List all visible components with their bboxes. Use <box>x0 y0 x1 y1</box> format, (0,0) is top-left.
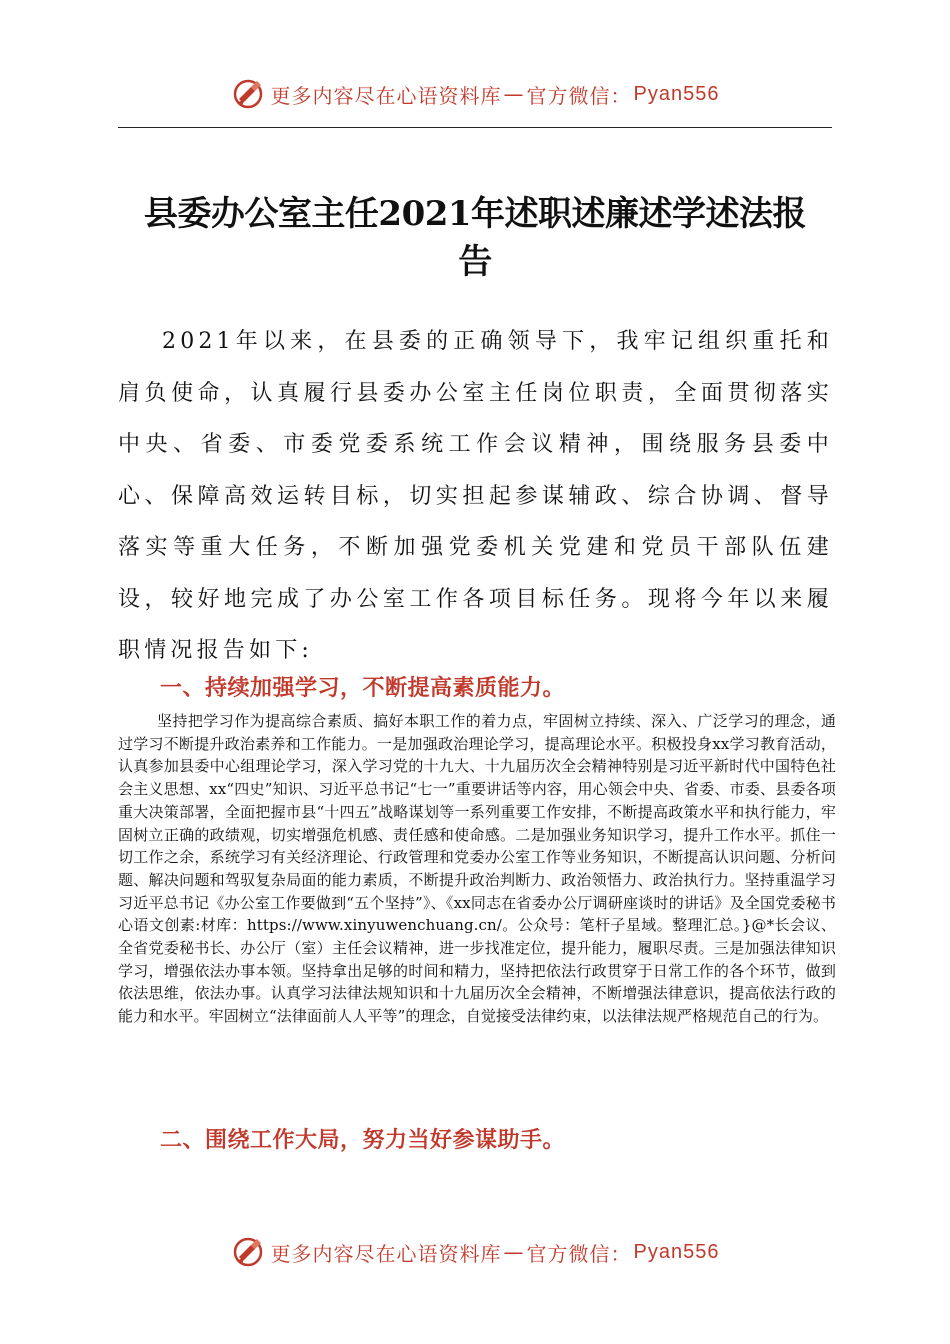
footer-wechat-id: Pyan556 <box>633 1240 720 1263</box>
document-title: 县委办公室主任2021年述职述廉述学述法报告 <box>143 194 807 282</box>
footer-separator: — <box>503 1240 525 1264</box>
intro-paragraph: 2021年以来，在县委的正确领导下，我牢记组织重托和肩负使命，认真履行县委办公室主任岗位职责，全面贯彻落实中央、省委、市委党委系统工作会议精神，围绕服务县委中心、保障高效运转目标，切实担起参谋辅政、综合协调、督导落实等重大任务，不断加强党委机关党建和党员干部队伍建设，较好地完成了办公室工作各项目标任务。现将今年以来履职情况报告如下: <box>118 329 833 663</box>
section-1-heading: 一、持续加强学习，不断提高素质能力。 <box>160 676 566 701</box>
banner-slogan: 更多内容尽在心语资料库 <box>270 83 502 108</box>
header-banner <box>0 76 950 112</box>
footer-banner <box>0 1234 950 1270</box>
header-divider <box>118 127 832 128</box>
banner-wechat-id: Pyan556 <box>633 82 720 105</box>
footer-wechat-label: 官方微信： <box>526 1241 632 1266</box>
banner-separator: — <box>503 82 525 106</box>
footer-slogan: 更多内容尽在心语资料库 <box>270 1241 502 1266</box>
brand-logo-icon <box>231 1235 265 1269</box>
banner-wechat-label: 官方微信： <box>526 83 632 108</box>
brand-logo-icon <box>231 77 265 111</box>
section-1-body: 坚持把学习作为提高综合素质、搞好本职工作的着力点，牢固树立持续、深入、广泛学习的理念，通过学习不断提升政治素养和工作能力。一是加强政治理论学习，提高理论水平。积极投身xx学习教育活动，认真参加县委中心组理论学习，深入学习党的十九大、十九届历次全会精神特别是习近平新时代中国特色社会主义思想、xx“四史”知识、习近平总书记“七一”重要讲话等内容，用心领会中央、省委、市委、县委各项重大决策部署，全面把握市县“十四五”战略谋划等一系列重要工作安排，不断提高政策水平和执行能力，牢固树立正确的政绩观，切实增强危机感、责任感和使命感。二是加强业务知识学习，提升工作水平。抓住一切工作之余，系统学习有关经济理论、行政管理和党委办公室工作等业务知识，不断提高认识问题、分析问题、解决问题和驾驭复杂局面的能力素质，不断提升政治判断力、政治领悟力、政治执行力。坚持重温学习习近平总书记《办公室工作要做到“五个坚持”》、《xx同志在省委办公厅调研座谈时的讲话》及全国党委秘书心语文创素:材库：https://www.xinyuwenchuang.cn/。公众号：笔杆子星域。整理汇总。}@*长会议、全省党委秘书长、办公厅（室）主任会议精神，进一步找准定位，提升能力，履职尽责。三是加强法律知识学习，增强依法办事本领。坚持拿出足够的时间和精力，坚持把依法行政贯穿于日常工作的各个环节，做到依法思维，依法办事。认真学习法律法规知识和十九届历次全会精神，不断增强法律意识，提高依法行政的能力和水平。牢固树立“法律面前人人平等”的理念，自觉接受法律约束，以法律法规严格规范自己的行为。 <box>118 712 836 1026</box>
section-2-heading: 二、围绕工作大局，努力当好参谋助手。 <box>160 1128 566 1153</box>
